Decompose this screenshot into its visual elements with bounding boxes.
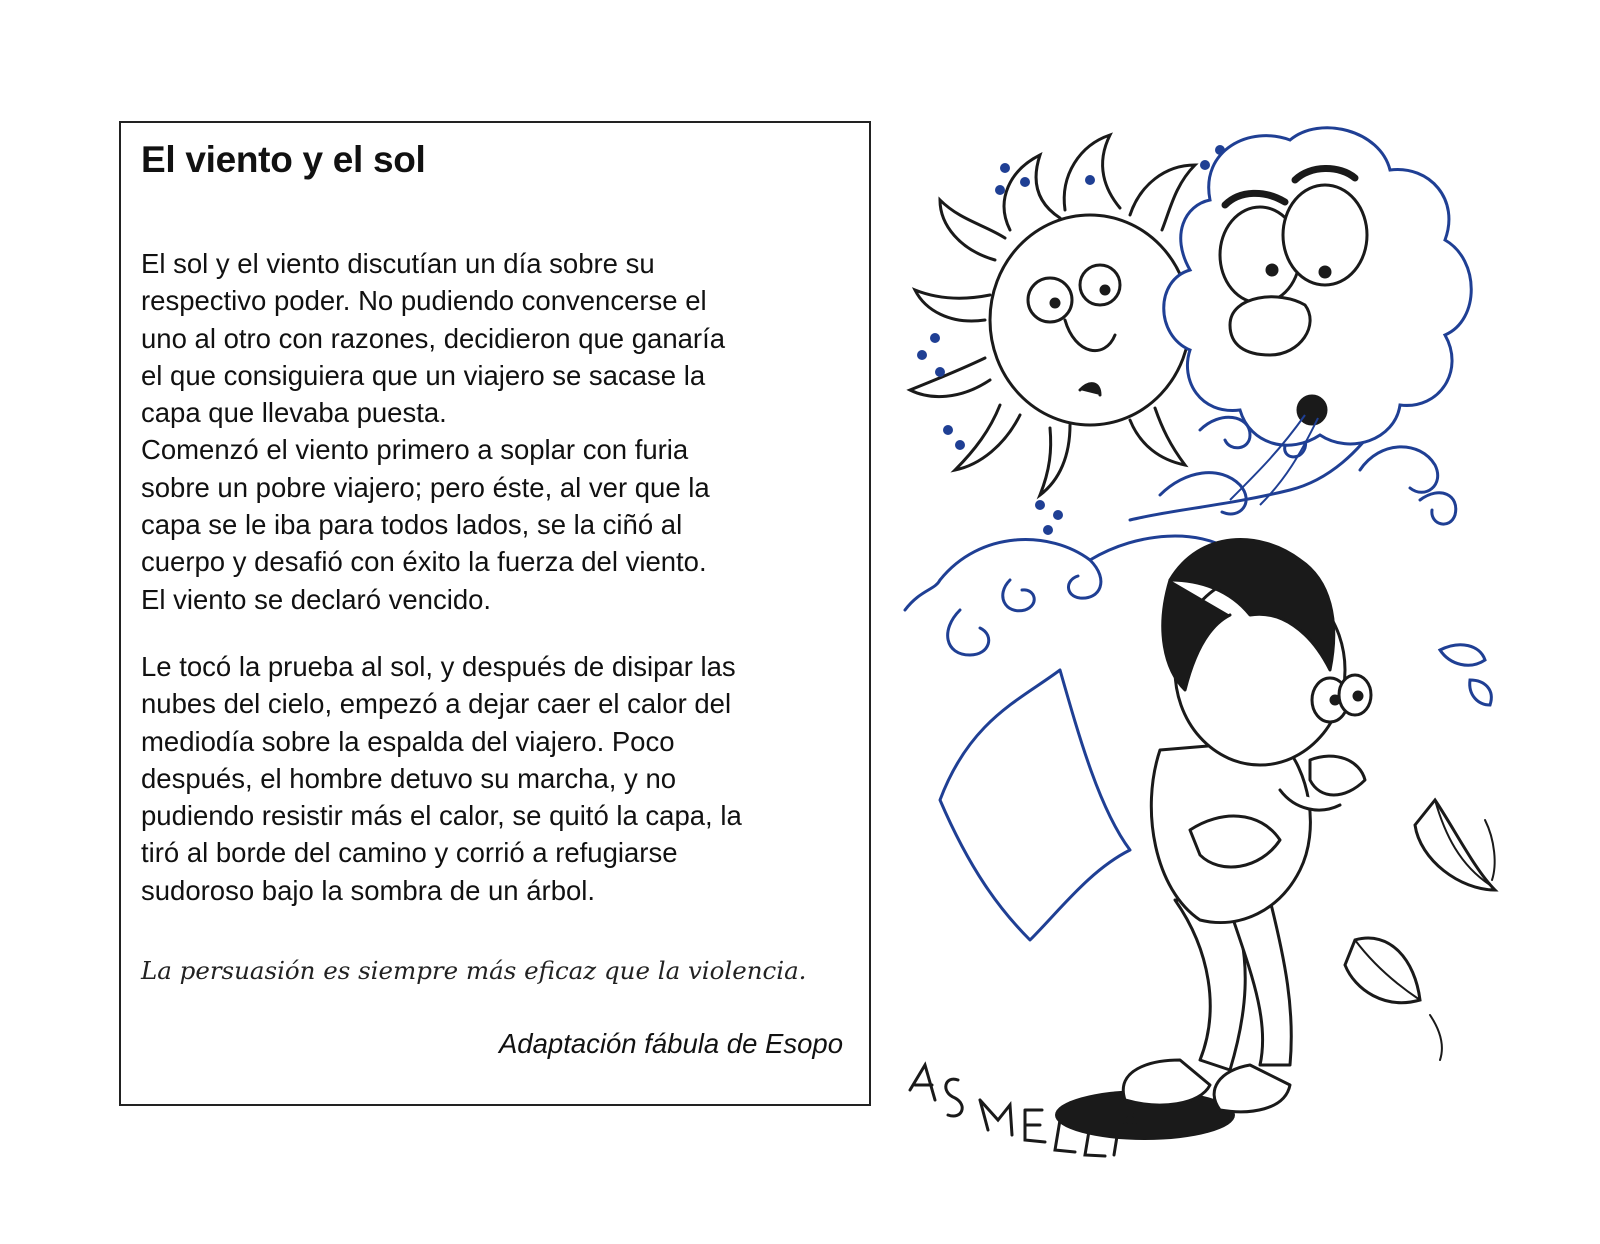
text-line: capa que llevaba puesta. <box>141 397 447 429</box>
sun <box>910 135 1195 495</box>
text-line: sobre un pobre viajero; pero éste, al ver que la <box>141 471 710 503</box>
text-line: sudoroso bajo la sombra de un árbol. <box>141 874 596 906</box>
text-line: después, el hombre detuvo su marcha, y no <box>141 762 677 794</box>
text-line: pudiendo resistir más el calor, se quitó la capa, la <box>141 800 742 832</box>
text-line: tiró al borde del camino y corrió a refugiarse <box>141 837 678 869</box>
text-line: mediodía sobre la espalda del viajero. Poco <box>141 725 675 757</box>
fable-paragraph-2 <box>141 648 742 909</box>
text-line: Le tocó la prueba al sol, y después de disipar las <box>141 651 736 682</box>
text-line: El sol y el viento discutían un día sobre su <box>141 248 655 279</box>
text-line: el que consiguiera que un viajero se sacase la <box>141 359 706 391</box>
traveler <box>940 540 1371 1140</box>
fable-illustration <box>900 110 1560 1190</box>
sweat-drops <box>1440 645 1491 705</box>
text-line: El viento se declaró vencido. <box>141 583 492 615</box>
text-line: capa se le iba para todos lados, se la ciñó al <box>141 509 683 541</box>
text-line: Comenzó el viento primero a soplar con furia <box>141 434 689 466</box>
fable-attribution: Adaptación fábula de Esopo <box>498 1028 843 1059</box>
text-line: respectivo poder. No pudiendo convencerse el <box>141 285 707 317</box>
text-line: nubes del cielo, empezó a dejar caer el calor del <box>141 688 732 720</box>
fable-moral: La persuasión es siempre más eficaz que la violencia. <box>141 956 807 985</box>
fable-title: El viento y el sol <box>141 139 426 180</box>
text-line: uno al otro con razones, decidieron que ganaría <box>141 322 726 354</box>
falling-leaves <box>1345 800 1495 1060</box>
fable-paragraph-1 <box>141 245 725 618</box>
text-line: cuerpo y desafió con éxito la fuerza del viento. <box>141 546 707 578</box>
fable-text-box <box>119 121 871 1106</box>
